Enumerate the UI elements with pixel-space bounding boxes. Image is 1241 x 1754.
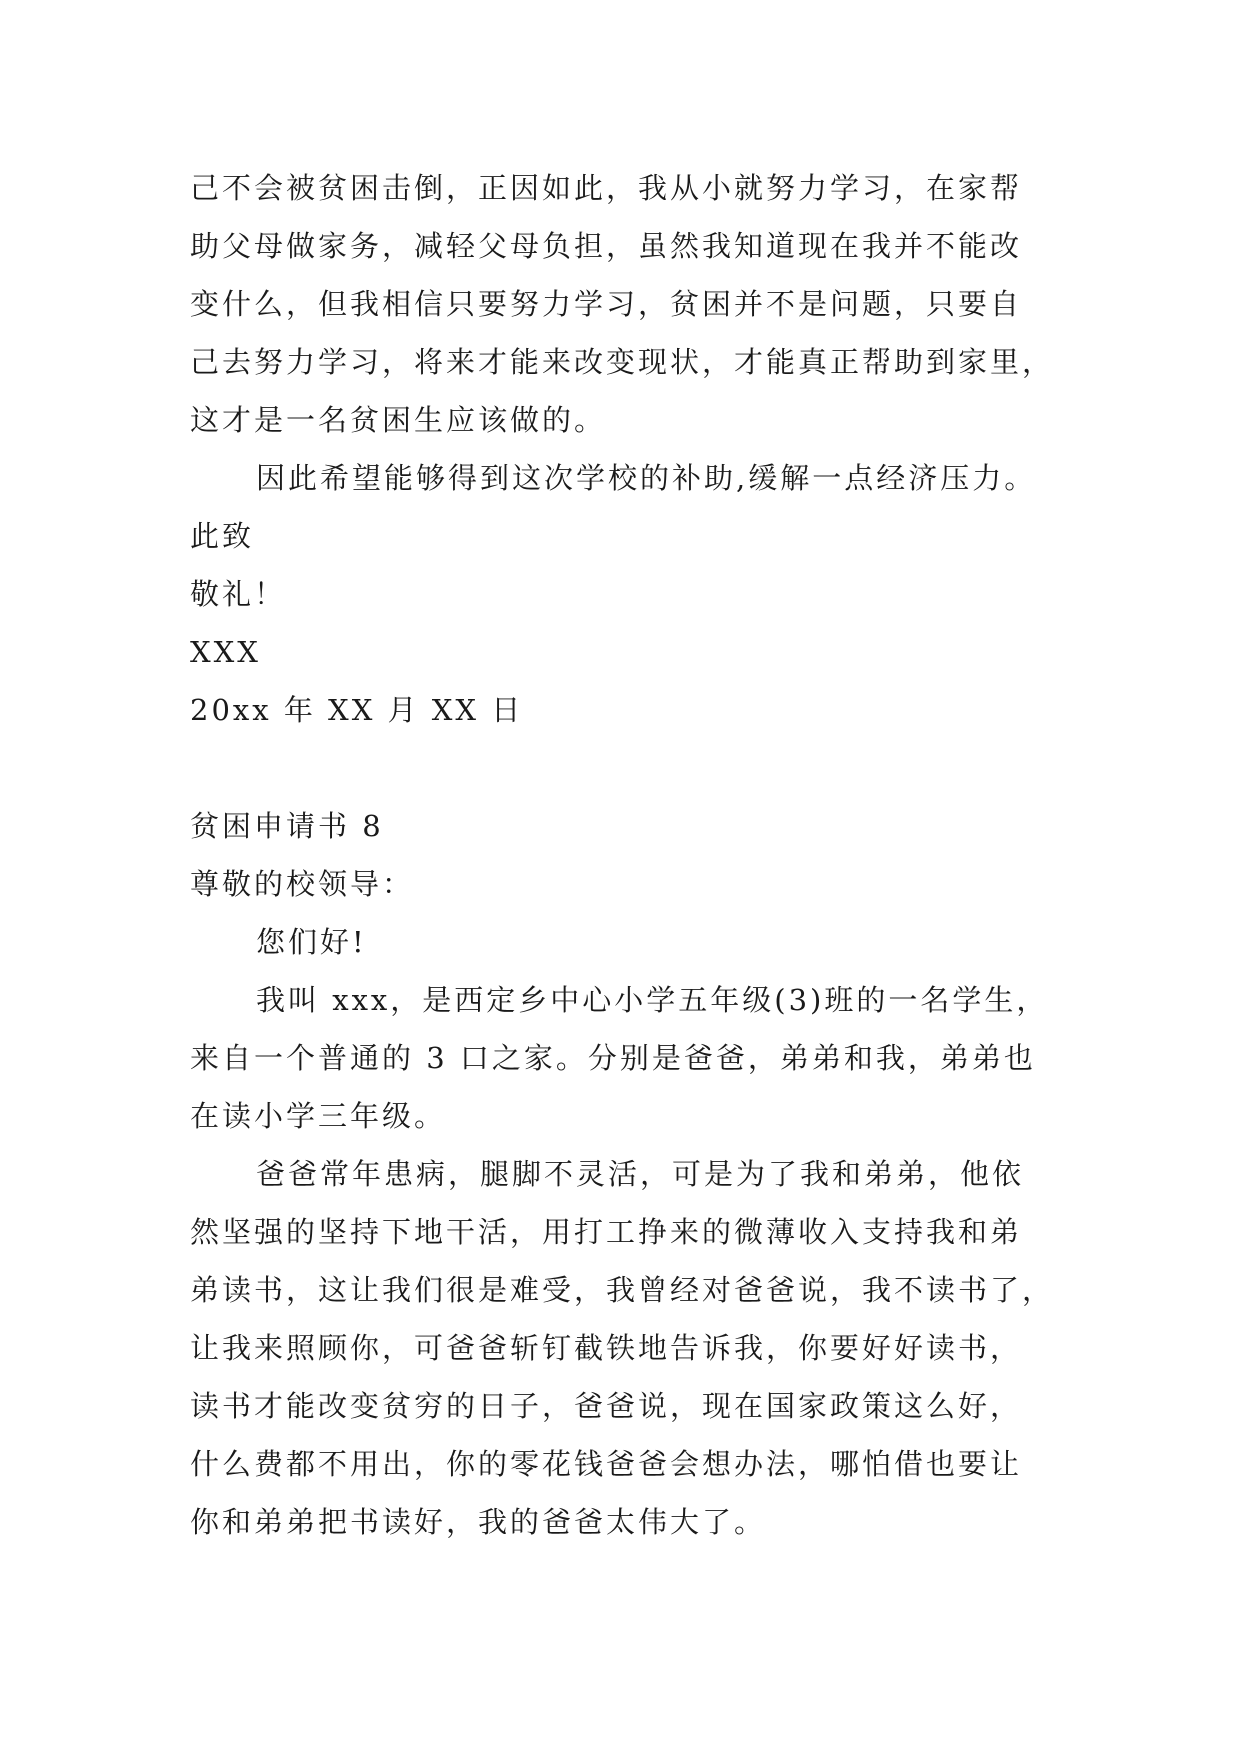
body-line: 让我来照顾你，可爸爸斩钉截铁地告诉我，你要好好读书， (190, 1331, 1023, 1365)
section-title: 贫困申请书 8 (190, 809, 384, 843)
body-line: 你和弟弟把书读好，我的爸爸太伟大了。 (190, 1505, 767, 1539)
body-line: 这才是一名贫困生应该做的。 (190, 403, 607, 437)
body-line: 助父母做家务，减轻父母负担，虽然我知道现在我并不能改 (190, 229, 1023, 263)
closing-salutation: 此致 (190, 519, 255, 553)
body-line: 己不会被贫困击倒，正因如此，我从小就努力学习，在家帮 (190, 171, 1023, 205)
body-line: 弟读书，这让我们很是难受，我曾经对爸爸说，我不读书了， (190, 1273, 1055, 1307)
body-line: 在读小学三年级。 (190, 1099, 447, 1133)
body-line: 读书才能改变贫穷的日子，爸爸说，现在国家政策这么好， (190, 1389, 1023, 1423)
signature-name: XXX (190, 635, 261, 669)
body-line: 爸爸常年患病，腿脚不灵活，可是为了我和弟弟，他依 (256, 1157, 1025, 1191)
body-line: 己去努力学习，将来才能来改变现状，才能真正帮助到家里， (190, 345, 1055, 379)
closing-regards: 敬礼！ (190, 577, 287, 611)
body-line: 来自一个普通的 3 口之家。分别是爸爸，弟弟和我，弟弟也 (190, 1041, 1036, 1075)
document-body (190, 159, 1070, 1551)
body-line: 变什么，但我相信只要努力学习，贫困并不是问题，只要自 (190, 287, 1023, 321)
body-line: 因此希望能够得到这次学校的补助,缓解一点经济压力。 (256, 461, 1037, 495)
body-line: 什么费都不用出，你的零花钱爸爸会想办法，哪怕借也要让 (190, 1447, 1023, 1481)
body-line: 然坚强的坚持下地干活，用打工挣来的微薄收入支持我和弟 (190, 1215, 1023, 1249)
body-line: 我叫 xxx，是西定乡中心小学五年级(3)班的一名学生， (256, 983, 1049, 1017)
signature-date: 20xx 年 XX 月 XX 日 (190, 693, 524, 727)
greeting: 尊敬的校领导： (190, 867, 415, 901)
greeting-line: 您们好! (256, 925, 367, 959)
